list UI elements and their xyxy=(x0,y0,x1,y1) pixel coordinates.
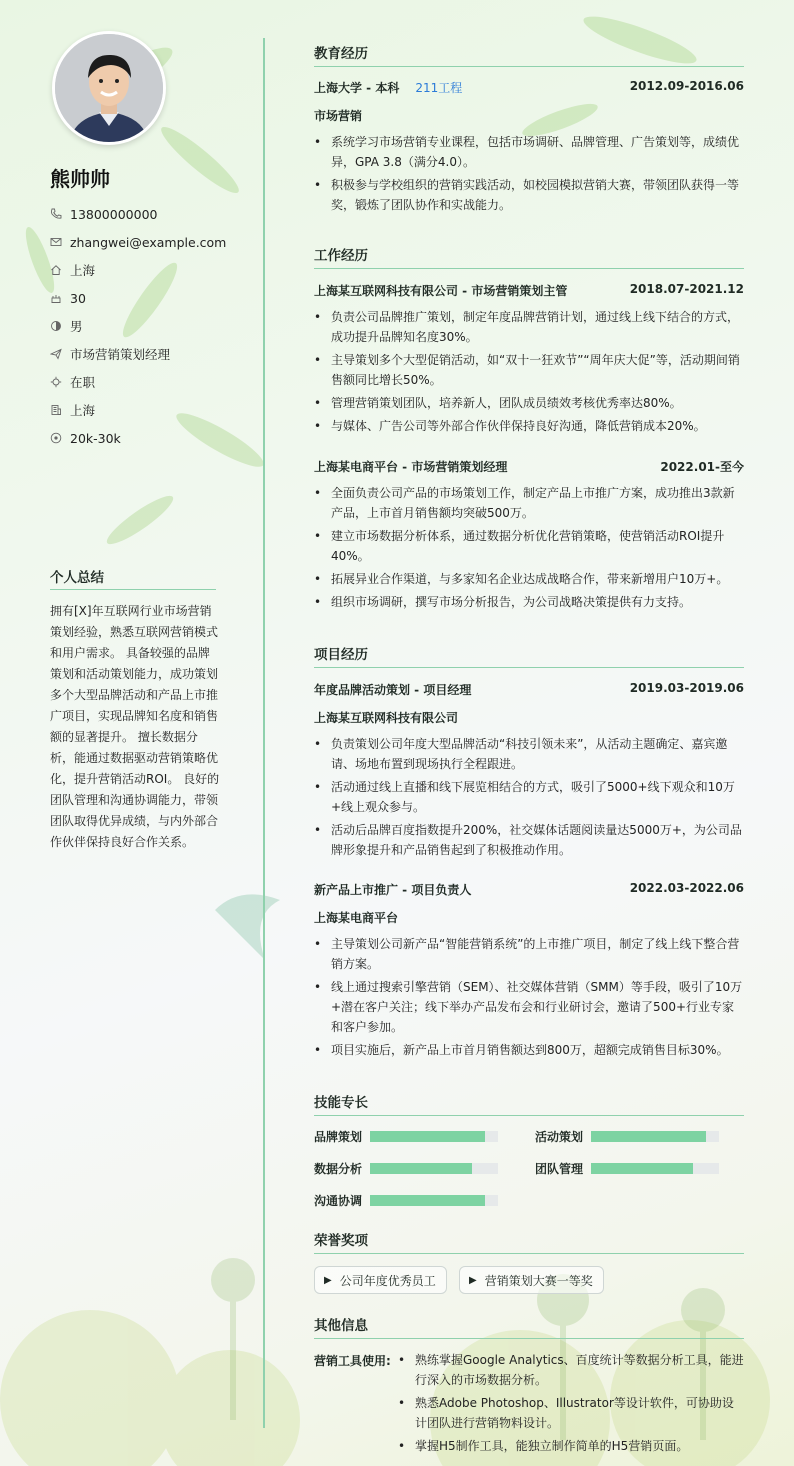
work-job-1-bullets xyxy=(314,307,744,439)
avatar-portrait-icon xyxy=(55,34,163,142)
contact-gender-text: 男 xyxy=(70,319,83,334)
honor-label: 营销策划大赛一等奖 xyxy=(484,1273,593,1288)
contact-city xyxy=(50,396,250,424)
work-job-2-period: 2022.01-至今 xyxy=(660,460,744,474)
project-2-row xyxy=(314,881,744,898)
list-item: • 与媒体、广告公司等外部合作伙伴保持良好沟通，降低营销成本20%。 xyxy=(314,416,744,436)
other-label: 营销工具使用: xyxy=(314,1354,391,1368)
project-2-period: 2022.03-2022.06 xyxy=(629,881,744,895)
skills-title: 技能专长 xyxy=(314,1091,744,1116)
play-triangle-icon: ▶ xyxy=(469,1274,477,1286)
project-2-company: 上海某电商平台 xyxy=(314,911,399,925)
skill-name: 品牌策划 xyxy=(314,1130,363,1144)
list-item: • 主导策划公司新产品“智能营销系统”的上市推广项目，制定了线上线下整合营销方案。 xyxy=(314,934,744,974)
list-item: • 负责公司品牌推广策划，制定年度品牌营销计划，通过线上线下结合的方式，成功提升品牌知名度30%。 xyxy=(314,307,744,347)
work-title: 工作经历 xyxy=(314,244,744,269)
skill-item xyxy=(535,1128,719,1145)
skill-item xyxy=(314,1192,498,1209)
building-icon xyxy=(50,404,62,416)
contact-location-text: 上海 xyxy=(70,263,96,278)
work-job-1-period: 2018.07-2021.12 xyxy=(629,282,744,296)
send-icon xyxy=(50,348,62,360)
skill-bar xyxy=(370,1195,498,1206)
contact-email-text: zhangwei@example.com xyxy=(70,234,227,250)
skill-bar-fill xyxy=(591,1163,693,1174)
project-1-header: 年度品牌活动策划 - 项目经理 xyxy=(314,683,472,697)
work-job-2-bullets xyxy=(314,483,744,615)
contact-phone-text: 13800000000 xyxy=(70,206,158,222)
list-item: • 项目实施后，新产品上市首月销售额达到800万，超额完成销售目标30%。 xyxy=(314,1040,744,1060)
work-job-1-row xyxy=(314,282,744,299)
list-item: • 建立市场数据分析体系，通过数据分析优化营销策略，使营销活动ROI提升40%。 xyxy=(314,526,744,566)
summary-title: 个人总结 xyxy=(50,566,216,590)
education-row xyxy=(314,79,744,96)
skill-bar-fill xyxy=(370,1195,485,1206)
contact-location xyxy=(50,256,250,284)
contact-position xyxy=(50,340,250,368)
status-icon xyxy=(50,376,62,388)
email-icon xyxy=(50,236,62,248)
contact-position-text: 市场营销策划经理 xyxy=(70,347,171,362)
candidate-name: 熊帅帅 xyxy=(50,167,110,191)
skill-bar xyxy=(370,1163,498,1174)
skill-bar xyxy=(370,1131,498,1142)
education-period: 2012.09-2016.06 xyxy=(629,79,744,93)
skill-bar xyxy=(591,1131,719,1142)
education-school-wrap xyxy=(314,79,462,96)
education-school: 上海大学 - 本科 xyxy=(314,81,400,95)
contact-salary-text: 20k-30k xyxy=(70,430,121,446)
list-item: • 负责策划公司年度大型品牌活动“科技引领未来”，从活动主题确定、嘉宾邀请、场地布置到现场执行全程跟进。 xyxy=(314,734,744,774)
list-item: • 掌握H5制作工具，能独立制作简单的H5营销页面。 xyxy=(398,1436,744,1456)
list-item: • 系统学习市场营销专业课程，包括市场调研、品牌管理、广告策划等，成绩优异，GPA 3.8（满分4.0）。 xyxy=(314,132,744,172)
gender-icon xyxy=(50,320,62,332)
education-title: 教育经历 xyxy=(314,42,744,67)
skill-name: 团队管理 xyxy=(535,1162,584,1176)
contact-email xyxy=(50,228,250,256)
skill-name: 活动策划 xyxy=(535,1130,584,1144)
play-triangle-icon: ▶ xyxy=(324,1274,332,1286)
contact-age xyxy=(50,284,250,312)
list-item: • 活动后品牌百度指数提升200%，社交媒体话题阅读量达5000万+，为公司品牌形象提升和产品销售起到了积极推动作用。 xyxy=(314,820,744,860)
education-major: 市场营销 xyxy=(314,109,363,123)
education-bullets xyxy=(314,132,744,218)
project-2-header: 新产品上市推广 - 项目负责人 xyxy=(314,883,472,897)
list-item: • 积极参与学校组织的营销实践活动，如校园模拟营销大赛，带领团队获得一等奖，锻炼了团队协作和实战能力。 xyxy=(314,175,744,215)
work-job-2-header: 上海某电商平台 - 市场营销策划经理 xyxy=(314,460,508,474)
salary-icon xyxy=(50,432,62,444)
skill-item xyxy=(314,1160,498,1177)
list-item: • 线上通过搜索引擎营销（SEM）、社交媒体营销（SMM）等手段，吸引了10万+潜在客户关注；线下举办产品发布会和行业研讨会，邀请了500+行业专家和客户参加。 xyxy=(314,977,744,1037)
home-icon xyxy=(50,264,62,276)
other-title: 其他信息 xyxy=(314,1314,744,1339)
project-1-company: 上海某互联网科技有限公司 xyxy=(314,711,459,725)
contact-status xyxy=(50,368,250,396)
skill-item xyxy=(535,1160,719,1177)
work-job-1-header: 上海某互联网科技有限公司 - 市场营销策划主管 xyxy=(314,284,568,298)
list-item: • 管理营销策划团队，培养新人，团队成员绩效考核优秀率达80%。 xyxy=(314,393,744,413)
summary-text: 拥有[X]年互联网行业市场营销策划经验，熟悉互联网营销模式和用户需求。 具备较强的品牌策划和活动策划能力，成功策划多个大型品牌活动和产品上市推广项目，实现品牌知名度和销售额的显著提升。 擅长数据分析，能通过数据驱动营销策略优化，提升营销活动ROI。 良好的团队管理和沟通协调能力，带领团队取得优异成绩，与内外部合作伙伴保持良好合作关系。 xyxy=(50,604,220,849)
honors-title: 荣誉奖项 xyxy=(314,1229,744,1254)
contact-city-text: 上海 xyxy=(70,403,96,418)
sidebar xyxy=(0,0,264,1466)
honor-chip[interactable] xyxy=(459,1266,604,1294)
skill-bar-fill xyxy=(370,1163,472,1174)
list-item: • 活动通过线上直播和线下展览相结合的方式，吸引了5000+线下观众和10万+线上观众参与。 xyxy=(314,777,744,817)
list-item: • 全面负责公司产品的市场策划工作，制定产品上市推广方案，成功推出3款新产品，上市首月销售额均突破500万。 xyxy=(314,483,744,523)
contact-phone xyxy=(50,200,250,228)
contact-age-text: 30 xyxy=(70,290,86,306)
skill-bar xyxy=(591,1163,719,1174)
list-item: • 熟练掌握Google Analytics、百度统计等数据分析工具，能进行深入的市场数据分析。 xyxy=(398,1350,744,1390)
projects-title: 项目经历 xyxy=(314,643,744,668)
contact-gender xyxy=(50,312,250,340)
project-1-bullets xyxy=(314,734,744,863)
project-1-row xyxy=(314,681,744,698)
education-tag: 211工程 xyxy=(415,81,463,95)
skill-name: 数据分析 xyxy=(314,1162,363,1176)
skill-name: 沟通协调 xyxy=(314,1194,363,1208)
honor-chip[interactable] xyxy=(314,1266,447,1294)
list-item: • 组织市场调研，撰写市场分析报告，为公司战略决策提供有力支持。 xyxy=(314,592,744,612)
skill-bar-fill xyxy=(591,1131,706,1142)
honor-label: 公司年度优秀员工 xyxy=(339,1273,436,1288)
work-job-2-row xyxy=(314,458,744,475)
project-1-period: 2019.03-2019.06 xyxy=(629,681,744,695)
age-icon xyxy=(50,292,62,304)
list-item: • 熟悉Adobe Photoshop、Illustrator等设计软件，可协助设计团队进行营销物料设计。 xyxy=(398,1393,744,1433)
project-2-bullets xyxy=(314,934,744,1063)
contact-info-list xyxy=(50,200,250,452)
contact-salary xyxy=(50,424,250,452)
contact-status-text: 在职 xyxy=(70,375,96,390)
list-item: • 主导策划多个大型促销活动，如“双十一狂欢节”“周年庆大促”等，活动期间销售额同比增长50%。 xyxy=(314,350,744,390)
avatar xyxy=(52,31,166,145)
skill-bar-fill xyxy=(370,1131,485,1142)
other-bullets xyxy=(398,1350,744,1459)
list-item: • 拓展异业合作渠道，与多家知名企业达成战略合作，带来新增用户10万+。 xyxy=(314,569,744,589)
skill-item xyxy=(314,1128,498,1145)
phone-icon xyxy=(50,208,62,220)
